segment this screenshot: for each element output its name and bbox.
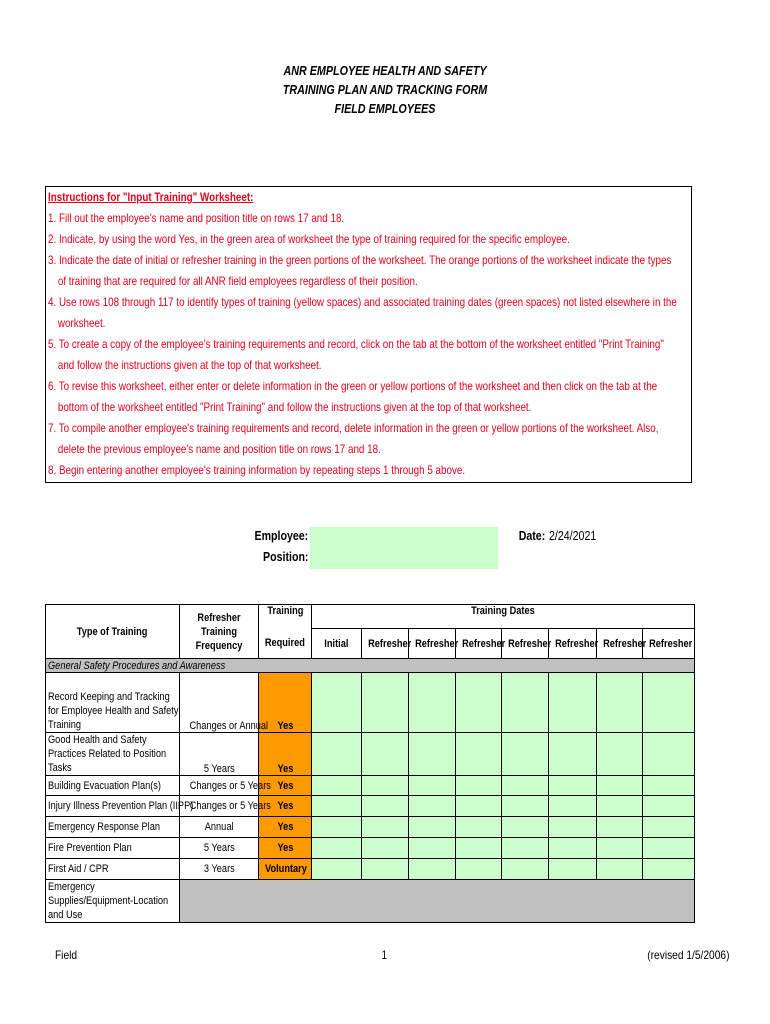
training-required[interactable]: Yes — [259, 733, 312, 776]
employee-position-field[interactable] — [310, 527, 498, 569]
date-cell[interactable] — [312, 733, 362, 776]
training-required[interactable]: Yes — [259, 673, 312, 733]
instruction-line: 2. Indicate, by using the word Yes, in the green area of worksheet the type of training required for the specific employee. — [48, 232, 570, 246]
date-cell[interactable] — [549, 776, 597, 796]
date-cell[interactable] — [312, 859, 362, 880]
header-refresher-frequency: Refresher Training Frequency — [180, 605, 259, 659]
date-cell[interactable] — [362, 838, 409, 859]
training-frequency: 3 Years — [180, 859, 259, 880]
header-required: Required — [259, 629, 312, 659]
training-name: Fire Prevention Plan — [46, 838, 180, 859]
header-type-of-training: Type of Training — [46, 605, 180, 659]
instruction-line: 3. Indicate the date of initial or refresher training in the green portions of the worksheet. The orange portions of the worksheet indicate the types — [48, 253, 672, 267]
instructions-box — [45, 186, 692, 483]
header-refresher: Refresher — [549, 629, 597, 659]
footer-left: Field — [54, 948, 78, 962]
position-label: Position: — [262, 550, 308, 564]
header-refresher: Refresher — [362, 629, 409, 659]
date-cell[interactable] — [312, 838, 362, 859]
date-cell[interactable] — [456, 838, 502, 859]
training-frequency: 5 Years — [180, 838, 259, 859]
training-table — [45, 604, 695, 923]
header-refresher: Refresher — [456, 629, 502, 659]
training-name: Emergency Supplies/Equipment-Location and Use — [46, 880, 180, 923]
table-row — [46, 733, 695, 776]
date-cell[interactable] — [456, 776, 502, 796]
footer-right: (revised 1/5/2006) — [647, 948, 730, 962]
training-name: Good Health and Safety Practices Related to Position Tasks — [46, 733, 180, 776]
header-refresher: Refresher — [597, 629, 643, 659]
date-cell[interactable] — [643, 776, 695, 796]
date-cell[interactable] — [597, 796, 643, 817]
instruction-line: delete the previous employee's name and position title on rows 17 and 18. — [57, 442, 381, 456]
date-cell[interactable] — [456, 796, 502, 817]
header-training-dates: Training Dates — [312, 605, 695, 629]
instruction-line: 5. To create a copy of the employee's training requirements and record, click on the tab at the bottom of the worksheet entitled "Print Training" — [48, 337, 664, 351]
table-row — [46, 776, 695, 796]
date-cell[interactable] — [597, 817, 643, 838]
date-cell[interactable] — [597, 838, 643, 859]
date-cell[interactable] — [502, 838, 549, 859]
date-cell[interactable] — [312, 776, 362, 796]
date-label: Date: — [518, 529, 545, 543]
date-cell[interactable] — [549, 859, 597, 880]
date-cell[interactable] — [643, 817, 695, 838]
table-row — [46, 673, 695, 733]
date-cell[interactable] — [362, 796, 409, 817]
date-cell[interactable] — [549, 733, 597, 776]
training-required[interactable]: Voluntary — [259, 859, 312, 880]
date-value: 2/24/2021 — [549, 529, 597, 543]
instruction-line: 4. Use rows 108 through 117 to identify types of training (yellow spaces) and associated training dates (green spaces) not listed elsewhere in the — [48, 295, 677, 309]
date-cell[interactable] — [456, 673, 502, 733]
title-line-2: TRAINING PLAN AND TRACKING FORM — [282, 83, 488, 97]
training-name: First Aid / CPR — [46, 859, 180, 880]
training-frequency: Changes or 5 Years — [180, 796, 259, 817]
training-required[interactable]: Yes — [259, 838, 312, 859]
table-row — [46, 838, 695, 859]
date-cell[interactable] — [549, 673, 597, 733]
instruction-line: of training that are required for all ANR field employees regardless of their position. — [57, 274, 418, 288]
section-general-safety: General Safety Procedures and Awareness — [46, 659, 695, 673]
date-cell[interactable] — [549, 838, 597, 859]
date-cell[interactable] — [502, 673, 549, 733]
employee-label: Employee: — [254, 529, 308, 543]
instruction-line: 1. Fill out the employee's name and position title on rows 17 and 18. — [48, 211, 345, 225]
training-frequency: 5 Years — [180, 733, 259, 776]
date-cell[interactable] — [502, 796, 549, 817]
header-refresher: Refresher — [643, 629, 695, 659]
header-refresher: Refresher — [409, 629, 456, 659]
table-row — [46, 880, 695, 923]
date-cell[interactable] — [643, 796, 695, 817]
date-cell[interactable] — [597, 859, 643, 880]
date-cell[interactable] — [409, 838, 456, 859]
date-cell[interactable] — [409, 859, 456, 880]
date-cell[interactable] — [362, 733, 409, 776]
date-cell[interactable] — [597, 776, 643, 796]
training-frequency: Annual — [180, 817, 259, 838]
instruction-line: and follow the instructions given at the top of that worksheet. — [57, 358, 322, 372]
date-cell[interactable] — [502, 859, 549, 880]
instruction-line: 6. To revise this worksheet, either enter or delete information in the green or yellow portions of the worksheet and then click on the tab at the — [48, 379, 658, 393]
training-required[interactable]: Yes — [259, 817, 312, 838]
instruction-line: worksheet. — [57, 316, 106, 330]
date-cell[interactable] — [409, 796, 456, 817]
date-cell[interactable] — [409, 673, 456, 733]
date-cell[interactable] — [312, 796, 362, 817]
date-cell[interactable] — [643, 838, 695, 859]
date-cell[interactable] — [643, 859, 695, 880]
instructions-heading: Instructions for "Input Training" Worksheet: — [48, 190, 254, 204]
header-refresher: Refresher — [502, 629, 549, 659]
title-line-1: ANR EMPLOYEE HEALTH AND SAFETY — [283, 64, 487, 78]
training-name: Record Keeping and Tracking for Employee Health and Safety Training — [46, 673, 180, 733]
date-cell[interactable] — [502, 776, 549, 796]
date-cell[interactable] — [409, 817, 456, 838]
date-cell[interactable] — [456, 733, 502, 776]
date-cell[interactable] — [362, 673, 409, 733]
date-cell[interactable] — [362, 817, 409, 838]
date-cell[interactable] — [643, 673, 695, 733]
table-row — [46, 817, 695, 838]
date-cell[interactable] — [549, 796, 597, 817]
date-cell[interactable] — [456, 859, 502, 880]
date-cell[interactable] — [549, 817, 597, 838]
footer-page-number: 1 — [381, 948, 388, 962]
training-name: Emergency Response Plan — [46, 817, 180, 838]
date-cell[interactable] — [362, 776, 409, 796]
training-frequency: Changes or Annual — [180, 673, 259, 733]
date-cell[interactable] — [597, 733, 643, 776]
training-frequency: Changes or 5 Years — [180, 776, 259, 796]
date-cell[interactable] — [597, 673, 643, 733]
date-cell[interactable] — [312, 673, 362, 733]
instruction-line: 7. To compile another employee's training requirements and record, delete information in the green or yellow portions of the worksheet. Also, — [48, 421, 659, 435]
date-cell[interactable] — [409, 733, 456, 776]
instruction-line: 8. Begin entering another employee's training information by repeating steps 1 through 5 above. — [48, 463, 466, 477]
training-name: Injury Illness Prevention Plan (IIPP) — [46, 796, 180, 817]
document-title — [0, 62, 770, 119]
date-cell[interactable] — [643, 733, 695, 776]
date-cell[interactable] — [362, 859, 409, 880]
title-line-3: FIELD EMPLOYEES — [334, 102, 436, 116]
date-cell[interactable] — [502, 817, 549, 838]
date-cell[interactable] — [456, 817, 502, 838]
date-cell[interactable] — [312, 817, 362, 838]
gray-fill — [180, 880, 695, 923]
date-cell[interactable] — [409, 776, 456, 796]
instruction-line: bottom of the worksheet entitled "Print Training" and follow the instructions given at the top of that worksheet. — [57, 400, 532, 414]
header-training: Training — [259, 605, 312, 629]
header-initial: Initial — [312, 629, 362, 659]
table-row — [46, 796, 695, 817]
table-row — [46, 859, 695, 880]
training-name: Building Evacuation Plan(s) — [46, 776, 180, 796]
training-required[interactable]: Yes — [259, 796, 312, 817]
date-cell[interactable] — [502, 733, 549, 776]
training-required[interactable]: Yes — [259, 776, 312, 796]
